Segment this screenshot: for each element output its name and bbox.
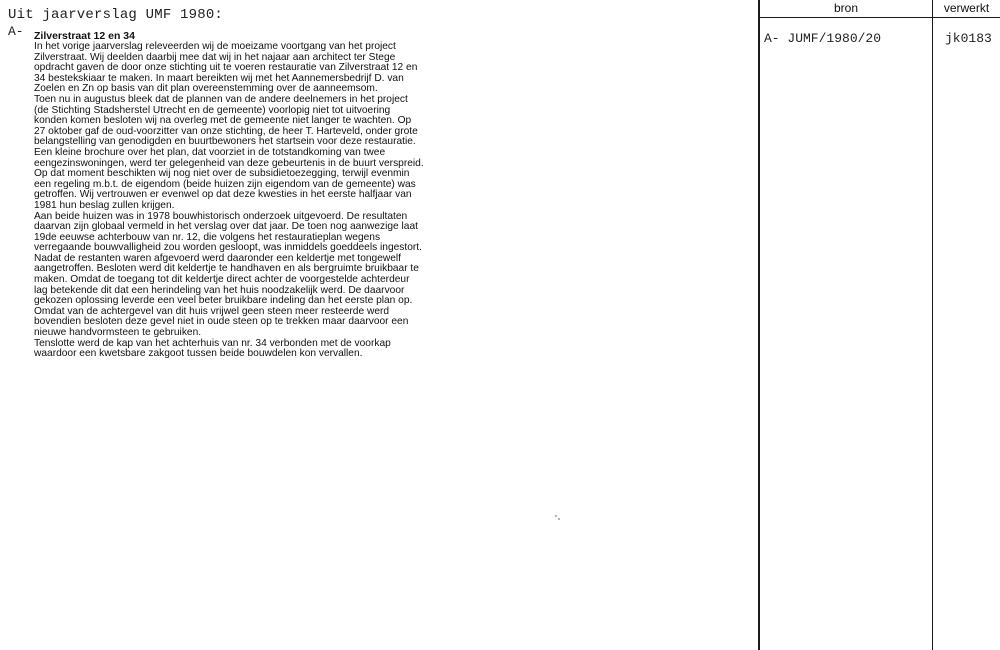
paragraph: Toen nu in augustus bleek dat de plannen van de andere deelnemers in het project (de Stichting Stadsherstel Utrecht en de gemeente) voorlopig niet tot uitvoering konden komen besloten wij na overleg met de gemeente niet langer te wachten. Op 27 oktober gaf de oud-voorzitter van onze stichting, de heer T. Harteveld, onder grote belangstelling van genodigden en buurtbewoners het startsein voor deze restauratie. Een kleine brochure over het plan, dat voorziet in de totstandkoming van twee eengezinswoningen, werd ter gelegenheid van deze gebeurtenis in de buurt verspreid. <box>34 93 424 169</box>
column-header-verwerkt: verwerkt <box>943 1 990 15</box>
section-marker: A- <box>8 24 24 39</box>
paragraph: Omdat van de achtergevel van dit huis vrijwel geen steen meer resteerde werd bovendien besloten deze gevel niet in oude steen op te trekken maar daarvoor een nieuwe handvormsteen te gebruiken. <box>34 305 409 339</box>
article-body <box>34 42 424 360</box>
paragraph: In het vorige jaarverslag releveerden wij de moeizame voortgang van het project Zilverstraat. Wij deelden daarbij mee dat wij in het najaar aan architect ter Stege opdracht gaven de door onze stichting uit te voeren restauratie van Zilverstraat 12 en 34 bestekskiaar te maken. In maart bereikten wij met het Aannemersbedrijf D. van Zoelen en Zn op basis van dit plan overeenstemming over de aanneemsom. <box>34 41 418 95</box>
scan-speck <box>558 518 560 520</box>
paragraph: Aan beide huizen was in 1978 bouwhistorisch onderzoek uitgevoerd. De resultaten daarvan zijn globaal vermeld in het verslag over dat jaar. De toen nog aanwezige laat 19de eeuwse achterbouw van nr. 12, die volgens het restauratieplan wegens verregaande bouwvalligheid zou worden gesloopt, was inmiddels goeddeels ingestort. Nadat de restanten waren afgevoerd werd daaronder een keldertje met tongewelf aangetroffen. Besloten werd dit keldertje te handhaven en als bergruimte bruikbaar te maken. Omdat de toegang tot dit keldertje direct achter de voorgestelde achterdeur lag betekende dit dat een herindeling van het huis noodzakelijk werd. De daarvoor gekozen oplossing leverde een veel beter bruikbare indeling dan het eerste plan op. <box>34 210 422 307</box>
register-column-rule <box>932 0 933 650</box>
document-header: Uit jaarverslag UMF 1980: <box>8 7 224 23</box>
register-left-rule <box>758 0 760 650</box>
register-header-rule <box>758 17 1000 18</box>
paragraph: Tenslotte werd de kap van het achterhuis van nr. 34 verbonden met de voorkap waardoor een kwetsbare zakgoot tussen beide bouwdelen kon vervallen. <box>34 337 391 360</box>
article-title: Zilverstraat 12 en 34 <box>34 30 135 42</box>
column-header-bron: bron <box>833 1 859 15</box>
source-reference: A- JUMF/1980/20 <box>764 31 882 46</box>
paragraph: Op dat moment beschikten wij nog niet over de subsidietoezegging, terwijl evenmin een regeling m.b.t. de eigendom (beide huizen zijn eigendom van de gemeente) was getroffen. Wij vertrouwen er evenwel op dat deze kwesties in het eerste halfjaar van 1981 hun beslag zullen krijgen. <box>34 168 416 211</box>
scan-speck <box>555 515 557 517</box>
processed-code: jk0183 <box>945 31 992 46</box>
